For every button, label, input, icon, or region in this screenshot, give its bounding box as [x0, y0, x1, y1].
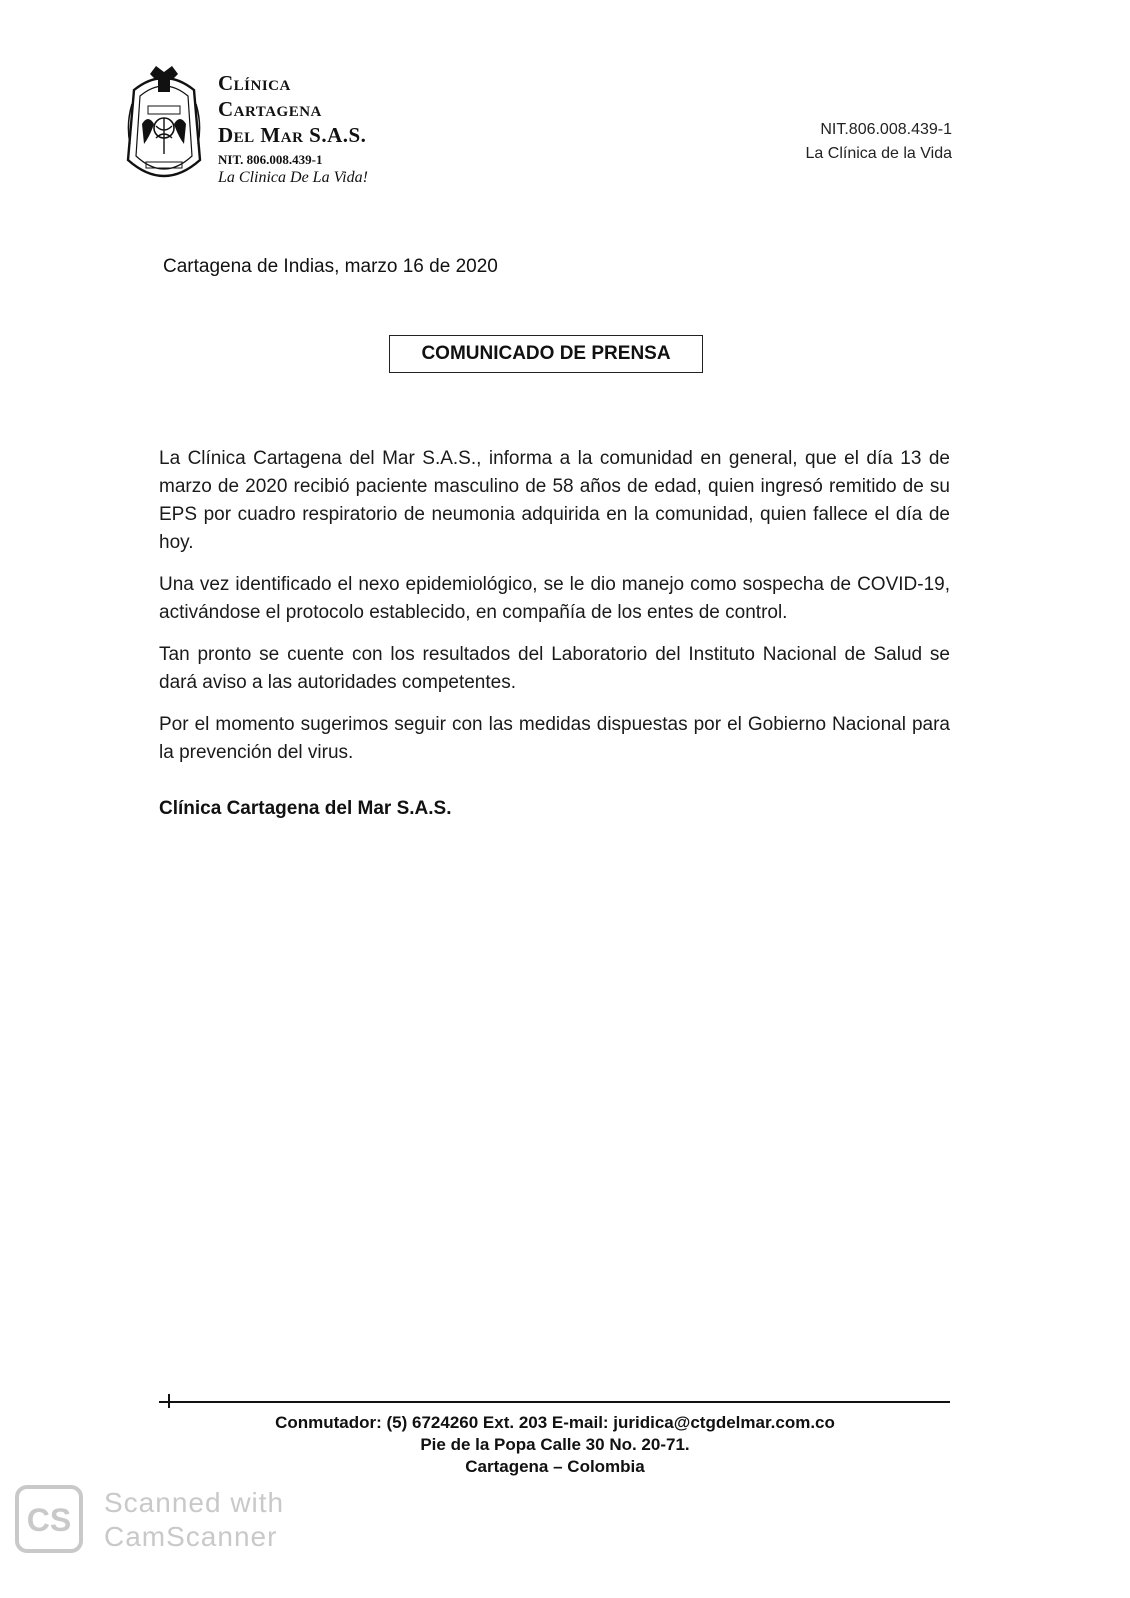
footer-contact: Conmutador: (5) 6724260 Ext. 203 E-mail: juridica@ctgdelmar.com.co [275, 1413, 835, 1432]
camscanner-logo-icon [14, 1484, 84, 1554]
body-paragraph: Por el momento sugerimos seguir con las medidas dispuestas por el Gobierno Nacional para la prevención del virus. [159, 714, 950, 763]
place-date: Cartagena de Indias, marzo 16 de 2020 [163, 256, 498, 277]
watermark-line1: Scanned with [104, 1487, 285, 1518]
document-title [389, 335, 703, 373]
slogan-right: La Clínica de la Vida [805, 145, 952, 162]
footer-divider-tick [168, 1394, 170, 1408]
body-paragraph: La Clínica Cartagena del Mar S.A.S., informa a la comunidad en general, que el día 13 de marzo de 2020 recibió paciente masculino de 58 años de edad, quien ingresó remitido de su EPS por cuadro respiratorio de neumonia adquirida en la comunidad, quien fallece el día de hoy. [159, 448, 950, 553]
nit-right: NIT.806.008.439-1 [820, 121, 952, 138]
body-paragraph: Tan pronto se cuente con los resultados del Laboratorio del Instituto Nacional de Salud se dará aviso a las autoridades competentes. [159, 644, 950, 693]
org-name-line2: Cartagena [218, 97, 322, 121]
camscanner-badge-text: CS [26, 1502, 72, 1538]
document-title-text: COMUNICADO DE PRENSA [421, 343, 671, 364]
org-slogan: La Clinica De La Vida! [218, 169, 368, 186]
letterhead-org-block [218, 70, 368, 188]
signature: Clínica Cartagena del Mar S.A.S. [159, 798, 452, 819]
body-paragraph: Una vez identificado el nexo epidemiológico, se le dio manejo como sospecha de COVID-19, activándose el protocolo establecido, en compañía de los entes de control. [159, 574, 950, 623]
footer [0, 1412, 1110, 1478]
camscanner-watermark [104, 1486, 284, 1554]
footer-city: Cartagena – Colombia [465, 1457, 645, 1476]
org-nit: NIT. 806.008.439-1 [218, 152, 323, 167]
org-name-line3: Del Mar S.A.S. [218, 123, 367, 147]
footer-divider [159, 1401, 950, 1403]
clinic-seal-logo [120, 64, 208, 196]
letterhead-right [806, 118, 952, 166]
watermark-line2: CamScanner [104, 1521, 278, 1552]
org-name-line1: Clínica [218, 71, 291, 95]
footer-address: Pie de la Popa Calle 30 No. 20-71. [420, 1435, 690, 1454]
document-body [159, 445, 950, 781]
